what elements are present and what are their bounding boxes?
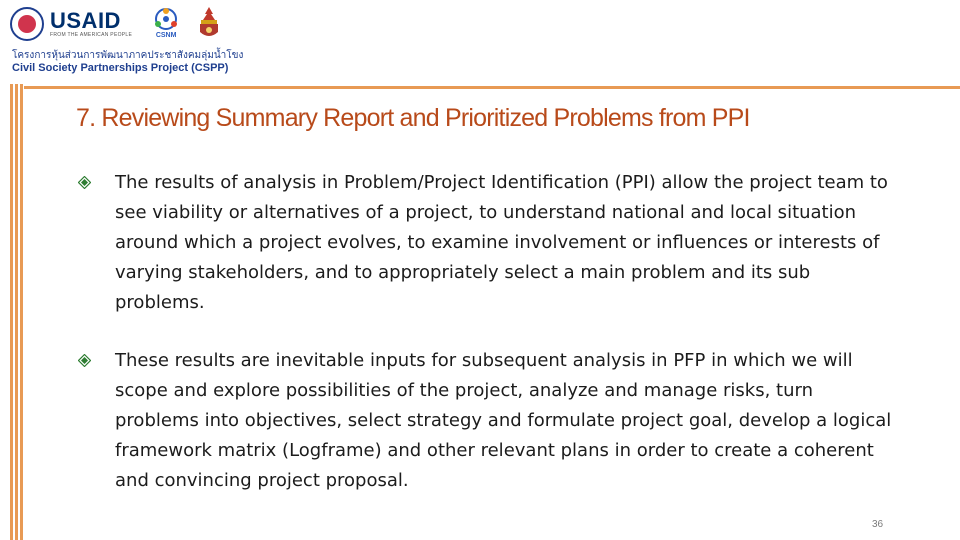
- bullet-item: [76, 168, 896, 318]
- page-number: 36: [872, 519, 884, 530]
- bullet-list: [76, 168, 896, 496]
- csnm-logo: [150, 6, 182, 42]
- accent-bar: [20, 84, 23, 540]
- usaid-wordmark: USAID: [50, 8, 121, 33]
- csnm-emblem-icon: [152, 6, 180, 32]
- csnm-caption: CSNM: [155, 32, 177, 39]
- diamond-bullet-icon: [78, 354, 91, 367]
- usaid-tagline: FROM THE AMERICAN PEOPLE: [50, 32, 133, 38]
- accent-bar: [10, 84, 13, 540]
- bullet-item: [76, 346, 896, 496]
- diamond-bullet-icon: [78, 176, 91, 189]
- bullet-text: These results are inevitable inputs for subsequent analysis in PFP in which we will scope and explore possibilities of the project, analyze and manage risks, turn problems into objectives, select strategy and formulate project goal, develop a logical framework matrix (Logframe) and other relevant plans in order to create a coherent and convincing project proposal.: [115, 350, 892, 491]
- project-name-english: Civil Society Partnerships Project (CSPP): [12, 62, 229, 74]
- project-name-thai: โครงการหุ้นส่วนการพัฒนาภาคประชาสังคมลุ่มน้ำโขง: [12, 50, 244, 61]
- usaid-seal-logo: [10, 7, 44, 41]
- usaid-logo: [50, 10, 132, 38]
- university-crest-icon: [196, 6, 222, 42]
- logo-row: [10, 6, 222, 42]
- slide-title: 7. Reviewing Summary Report and Prioritized Problems from PPI: [76, 104, 750, 132]
- header-divider: [24, 86, 960, 89]
- accent-bar: [15, 84, 18, 540]
- bullet-text: The results of analysis in Problem/Project Identification (PPI) allow the project team to see viability or alternatives of a project, to understand national and local situation around which a project evolves, to examine involvement or influences or interests of varying stakeholders, and to appropriately select a main problem and its sub problems.: [115, 172, 888, 313]
